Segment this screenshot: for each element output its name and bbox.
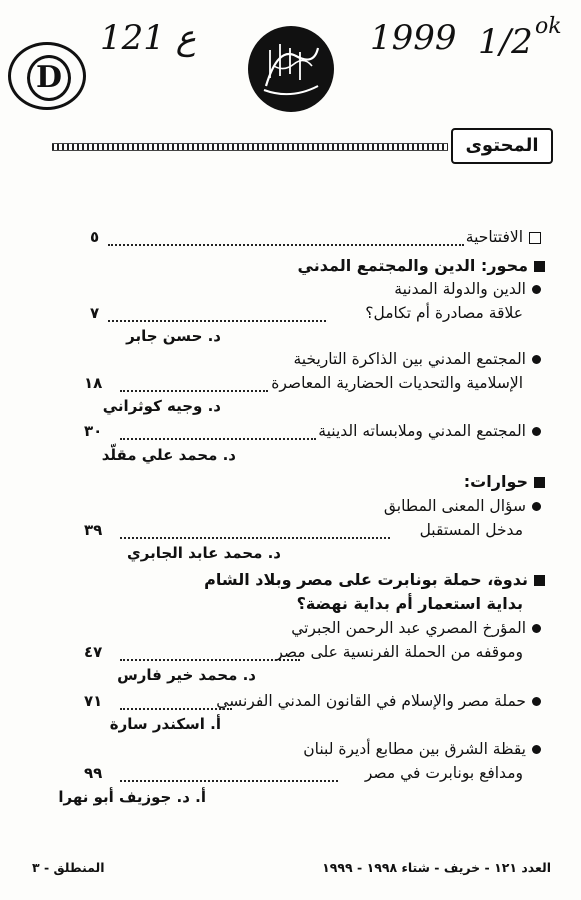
toc-entry-line: حملة مصر والإسلام في القانون المدني الفرنسي bbox=[216, 692, 541, 710]
filled-square-icon bbox=[534, 261, 545, 272]
leader-dots bbox=[108, 320, 326, 322]
page-number: ٧١ bbox=[84, 692, 103, 710]
author-name: أ. د. جوزيف أبو نهرا bbox=[58, 788, 206, 806]
author-name: د. محمد علي مقلّد bbox=[101, 446, 236, 464]
page-number: ٧ bbox=[90, 304, 100, 322]
library-stamp bbox=[8, 42, 86, 110]
bullet-icon bbox=[532, 745, 541, 754]
page-number: ١٨ bbox=[84, 374, 103, 392]
leader-dots bbox=[120, 438, 316, 440]
author-name: د. حسن جابر bbox=[126, 327, 221, 345]
bullet-icon bbox=[532, 285, 541, 294]
header-rule bbox=[52, 143, 448, 151]
toc-entry-line: يقظة الشرق بين مطابع أديرة لبنان bbox=[303, 740, 541, 758]
footer-magazine-page: المنطلق - ٣ bbox=[32, 860, 105, 875]
bullet-icon bbox=[532, 624, 541, 633]
page-number: ٣٩ bbox=[84, 521, 103, 539]
toc-opening: الافتتاحية bbox=[466, 228, 541, 246]
toc-entry-line: الإسلامية والتحديات الحضارية المعاصرة bbox=[271, 374, 523, 392]
toc-entry-line: المجتمع المدني وملابساته الدينية bbox=[318, 422, 541, 440]
toc-entry-line: سؤال المعنى المطابق bbox=[384, 497, 541, 515]
filled-square-icon bbox=[534, 477, 545, 488]
author-name: د. وجيه كوثراني bbox=[102, 397, 221, 415]
bullet-icon bbox=[532, 502, 541, 511]
leader-dots bbox=[120, 708, 232, 710]
toc-entry-line: الدين والدولة المدنية bbox=[394, 280, 541, 298]
page-number: ٥ bbox=[90, 228, 100, 246]
section-title: محور: الدين والمجتمع المدني bbox=[298, 256, 545, 275]
stamp-letter: D bbox=[27, 55, 71, 101]
section-title: حوارات: bbox=[464, 472, 545, 491]
bullet-icon bbox=[532, 427, 541, 436]
leader-dots bbox=[108, 244, 464, 246]
author-name: أ. اسكندر سارة bbox=[109, 715, 221, 733]
toc-entry-line: المؤرخ المصري عبد الرحمن الجبرتي bbox=[291, 619, 541, 637]
handwritten-ok: ok bbox=[535, 14, 562, 39]
toc-entry-line: ومدافع بونابرت في مصر bbox=[364, 764, 523, 782]
contents-label: المحتوى bbox=[451, 128, 553, 164]
filled-square-icon bbox=[534, 575, 545, 586]
handwritten-year: 1999 bbox=[370, 18, 457, 58]
page-number: ٤٧ bbox=[84, 643, 103, 661]
toc-entry-line: مدخل المستقبل bbox=[419, 521, 523, 539]
bullet-icon bbox=[532, 697, 541, 706]
toc-entry-line: وموقفه من الحملة الفرنسية على مصر bbox=[275, 643, 523, 661]
page-number: ٣٠ bbox=[84, 422, 103, 440]
toc-entry-line: المجتمع المدني بين الذاكرة التاريخية bbox=[294, 350, 542, 368]
section-title: ندوة، حملة بونابرت على مصر وبلاد الشام bbox=[204, 570, 545, 589]
hollow-square-icon bbox=[529, 232, 541, 244]
basmala-calligraphy-icon bbox=[248, 26, 334, 112]
leader-dots bbox=[120, 390, 268, 392]
footer-issue: العدد ١٢١ - خريف - شتاء ١٩٩٨ - ١٩٩٩ bbox=[322, 860, 551, 875]
handwritten-fraction: 1/2 bbox=[478, 22, 533, 62]
basmala-seal bbox=[248, 26, 334, 112]
leader-dots bbox=[120, 780, 338, 782]
bullet-icon bbox=[532, 355, 541, 364]
leader-dots bbox=[120, 659, 300, 661]
toc-entry-line: علاقة مصادرة أم تكامل؟ bbox=[365, 304, 523, 322]
leader-dots bbox=[120, 537, 390, 539]
section-subtitle: بداية استعمار أم بداية نهضة؟ bbox=[296, 594, 523, 613]
handwritten-issue-number: 121 ع bbox=[100, 18, 196, 58]
author-name: د. محمد عابد الجابري bbox=[127, 544, 281, 562]
page-number: ٩٩ bbox=[84, 764, 103, 782]
author-name: د. محمد خير فارس bbox=[117, 666, 256, 684]
